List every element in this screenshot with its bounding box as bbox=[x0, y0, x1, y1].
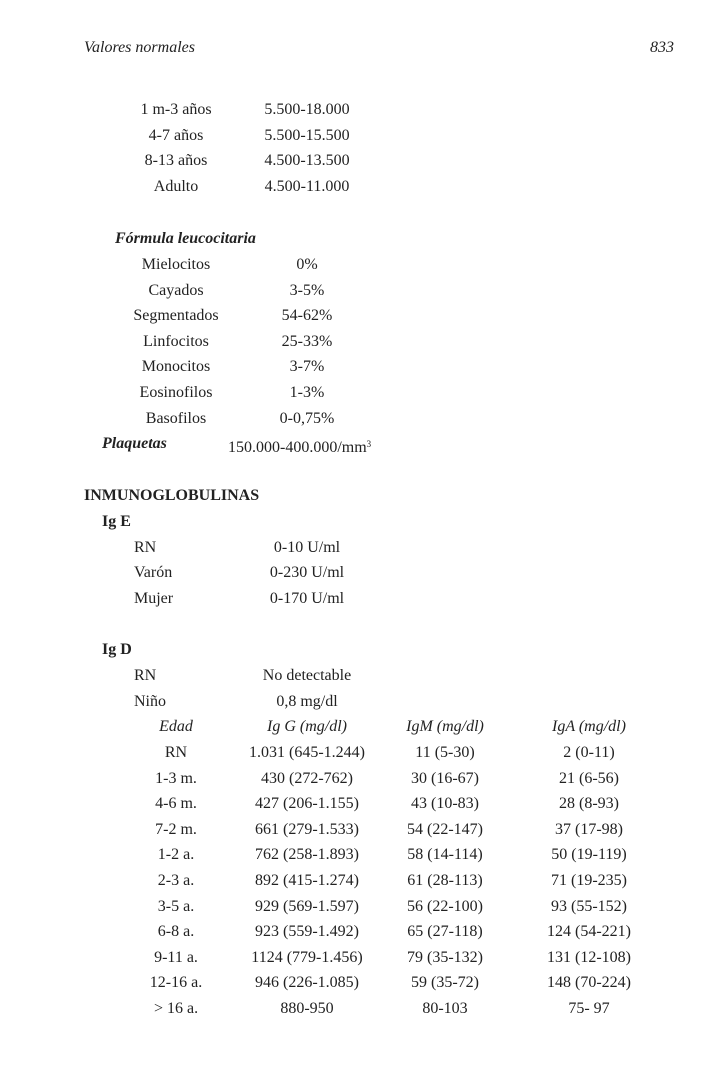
leucocitos-value: 5.500-18.000 bbox=[264, 101, 350, 118]
table-cell-iga: 124 (54-221) bbox=[547, 923, 631, 940]
ige-value: 0-230 U/ml bbox=[269, 564, 345, 581]
table-cell-iga: 75- 97 bbox=[568, 1000, 610, 1017]
table-cell-iga: 2 (0-11) bbox=[563, 744, 615, 761]
table-cell-igg: 427 (206-1.155) bbox=[255, 795, 359, 812]
table-header-igm: IgM (mg/dl) bbox=[406, 718, 484, 735]
table-cell-iga: 131 (12-108) bbox=[547, 949, 631, 966]
table-cell-iga: 50 (19-119) bbox=[551, 846, 627, 863]
table-header-iga: IgA (mg/dl) bbox=[552, 718, 626, 735]
formula-value: 3-5% bbox=[289, 282, 325, 299]
formula-value: 1-3% bbox=[289, 384, 325, 401]
plaquetas-value: $150.000-400.000/mm^3$ bbox=[228, 439, 372, 456]
table-cell-age: > 16 a. bbox=[153, 1000, 199, 1017]
table-cell-iga: 71 (19-235) bbox=[551, 872, 627, 889]
table-header-igg: Ig G (mg/dl) bbox=[267, 718, 347, 735]
formula-title: Fórmula leucocitaria bbox=[115, 230, 256, 247]
table-cell-age: 1-2 a. bbox=[157, 846, 195, 863]
igd-label: Niño bbox=[134, 693, 166, 710]
table-cell-age: 4-6 m. bbox=[155, 795, 197, 812]
table-cell-igm: 54 (22-147) bbox=[407, 821, 483, 838]
table-cell-igm: 59 (35-72) bbox=[411, 974, 479, 991]
plaquetas-label: Plaquetas bbox=[102, 435, 167, 452]
table-cell-age: 12-16 a. bbox=[149, 974, 203, 991]
formula-label: Segmentados bbox=[133, 307, 219, 324]
unit-exponent: 3 bbox=[366, 439, 372, 449]
table-cell-igm: 11 (5-30) bbox=[415, 744, 475, 761]
table-header-edad: Edad bbox=[159, 718, 193, 735]
table-cell-iga: 28 (8-93) bbox=[559, 795, 619, 812]
formula-label: Eosinofilos bbox=[139, 384, 213, 401]
table-cell-age: 9-11 a. bbox=[154, 949, 198, 966]
table-cell-igg: 923 (559-1.492) bbox=[255, 923, 359, 940]
leucocitos-age: Adulto bbox=[153, 178, 199, 195]
table-cell-igg: 430 (272-762) bbox=[261, 770, 353, 787]
leucocitos-value: 4.500-11.000 bbox=[264, 178, 350, 195]
table-cell-igm: 65 (27-118) bbox=[407, 923, 483, 940]
table-cell-igg: 1.031 (645-1.244) bbox=[249, 744, 365, 761]
ige-value: 0-10 U/ml bbox=[273, 539, 341, 556]
formula-label: Linfocitos bbox=[143, 333, 209, 350]
table-cell-age: 7-2 m. bbox=[155, 821, 197, 838]
igd-label: RN bbox=[134, 667, 157, 684]
table-cell-igm: 30 (16-67) bbox=[411, 770, 479, 787]
ige-label: Varón bbox=[134, 564, 173, 581]
table-cell-igm: 80-103 bbox=[422, 1000, 468, 1017]
running-header-title: Valores normales bbox=[84, 39, 195, 56]
table-cell-igm: 58 (14-114) bbox=[407, 846, 483, 863]
leucocitos-value: 4.500-13.500 bbox=[264, 152, 350, 169]
formula-label: Cayados bbox=[148, 282, 204, 299]
table-cell-iga: 21 (6-56) bbox=[559, 770, 619, 787]
formula-label: Basofilos bbox=[145, 410, 207, 427]
table-cell-age: 1-3 m. bbox=[155, 770, 197, 787]
table-cell-iga: 93 (55-152) bbox=[551, 898, 627, 915]
section-title: INMUNOGLOBULINAS bbox=[84, 487, 260, 504]
ige-title: Ig E bbox=[102, 513, 131, 530]
igd-value: 0,8 mg/dl bbox=[276, 693, 338, 710]
igd-title: Ig D bbox=[102, 641, 132, 658]
ige-value: 0-170 U/ml bbox=[269, 590, 345, 607]
formula-value: 0-0,75% bbox=[279, 410, 335, 427]
table-cell-age: 2-3 a. bbox=[157, 872, 195, 889]
table-cell-igg: 929 (569-1.597) bbox=[255, 898, 359, 915]
table-cell-igg: 661 (279-1.533) bbox=[255, 821, 359, 838]
leucocitos-value: 5.500-15.500 bbox=[264, 127, 350, 144]
table-cell-iga: 37 (17-98) bbox=[555, 821, 623, 838]
leucocitos-age: 4-7 años bbox=[148, 127, 204, 144]
table-cell-igg: 762 (258-1.893) bbox=[255, 846, 359, 863]
igd-value: No detectable bbox=[262, 667, 352, 684]
formula-value: 54-62% bbox=[281, 307, 333, 324]
leucocitos-age: 8-13 años bbox=[144, 152, 208, 169]
table-cell-age: 3-5 a. bbox=[157, 898, 195, 915]
table-cell-iga: 148 (70-224) bbox=[547, 974, 631, 991]
formula-value: 3-7% bbox=[289, 358, 325, 375]
ige-label: RN bbox=[134, 539, 157, 556]
formula-value: 25-33% bbox=[281, 333, 333, 350]
table-cell-igg: 946 (226-1.085) bbox=[255, 974, 359, 991]
table-cell-igm: 56 (22-100) bbox=[407, 898, 483, 915]
formula-label: Monocitos bbox=[141, 358, 211, 375]
table-cell-igg: 1124 (779-1.456) bbox=[251, 949, 363, 966]
page-number: 833 bbox=[650, 39, 674, 56]
formula-label: Mielocitos bbox=[141, 256, 211, 273]
table-cell-igg: 880-950 bbox=[280, 1000, 334, 1017]
table-cell-igg: 892 (415-1.274) bbox=[255, 872, 359, 889]
table-cell-igm: 43 (10-83) bbox=[411, 795, 479, 812]
table-cell-igm: 61 (28-113) bbox=[407, 872, 483, 889]
table-cell-igm: 79 (35-132) bbox=[407, 949, 483, 966]
table-cell-age: 6-8 a. bbox=[157, 923, 195, 940]
leucocitos-age: 1 m-3 años bbox=[140, 101, 212, 118]
table-cell-age: RN bbox=[164, 744, 188, 761]
formula-value: 0% bbox=[296, 256, 318, 273]
ige-label: Mujer bbox=[134, 590, 174, 607]
